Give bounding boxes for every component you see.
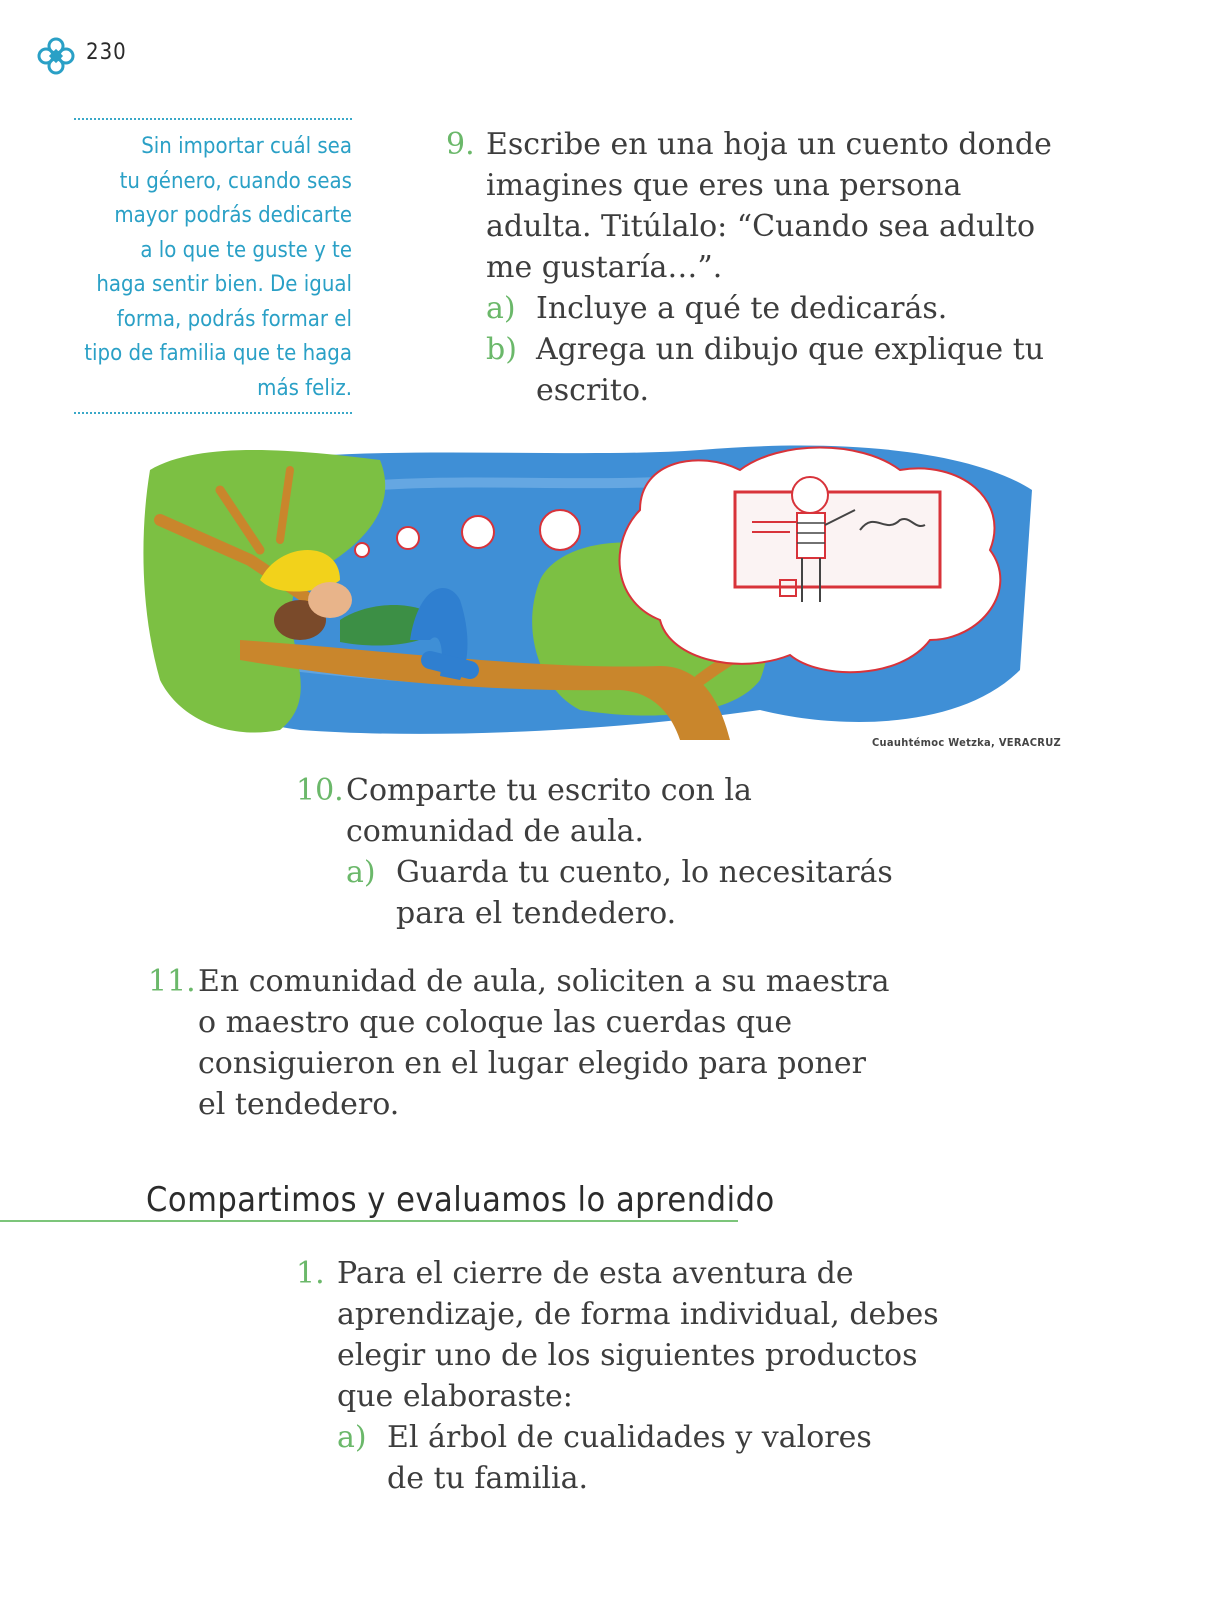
activity-text: Comparte tu escrito con la comunidad de aula. xyxy=(346,773,752,849)
subitem-letter: b) xyxy=(486,332,517,367)
subitem-letter: a) xyxy=(486,291,516,326)
activity-text: En comunidad de aula, soliciten a su maestra o maestro que coloque las cuerdas que consiguieron en el lugar elegido para poner el tendedero. xyxy=(198,964,890,1122)
subitem-text: Agrega un dibujo que explique tu escrito. xyxy=(536,332,1045,408)
illustration-credit: Cuauhtémoc Wetzka, VERACRUZ xyxy=(872,736,1062,749)
sidebar-note-text: Sin importar cuál sea tu género, cuando seas mayor podrás dedicarte a lo que te guste y te haga sentir bien. De igual forma, podrás formar el tipo de familia que te haga más feliz. xyxy=(84,134,352,401)
section-divider xyxy=(0,1220,738,1222)
activity-number: 10. xyxy=(296,773,344,808)
section-title: Compartimos y evaluamos lo aprendido xyxy=(146,1180,775,1220)
activity-number: 9. xyxy=(446,127,475,162)
illustration-dreaming-boy xyxy=(140,430,1040,748)
subitem-letter: a) xyxy=(337,1420,367,1455)
subitem-letter: a) xyxy=(346,855,376,890)
subitem-text: Incluye a qué te dedicarás. xyxy=(536,291,948,326)
activity-text: Para el cierre de esta aventura de aprendizaje, de forma individual, debes elegir uno de los siguientes productos que elaboraste: xyxy=(337,1256,939,1414)
subitem-text: Guarda tu cuento, lo necesitarás para el tendedero. xyxy=(396,855,893,931)
sidebar-note xyxy=(74,118,352,414)
activity-number: 11. xyxy=(148,964,196,999)
activity-text: Escribe en una hoja un cuento donde imagines que eres una persona adulta. Titúlalo: “Cuando sea adulto me gustaría…”. xyxy=(486,127,1052,285)
subitem-text: El árbol de cualidades y valores de tu familia. xyxy=(387,1420,872,1496)
page-number: 230 xyxy=(86,40,127,65)
flower-knot-icon xyxy=(36,36,76,76)
activity-number: 1. xyxy=(296,1256,325,1291)
